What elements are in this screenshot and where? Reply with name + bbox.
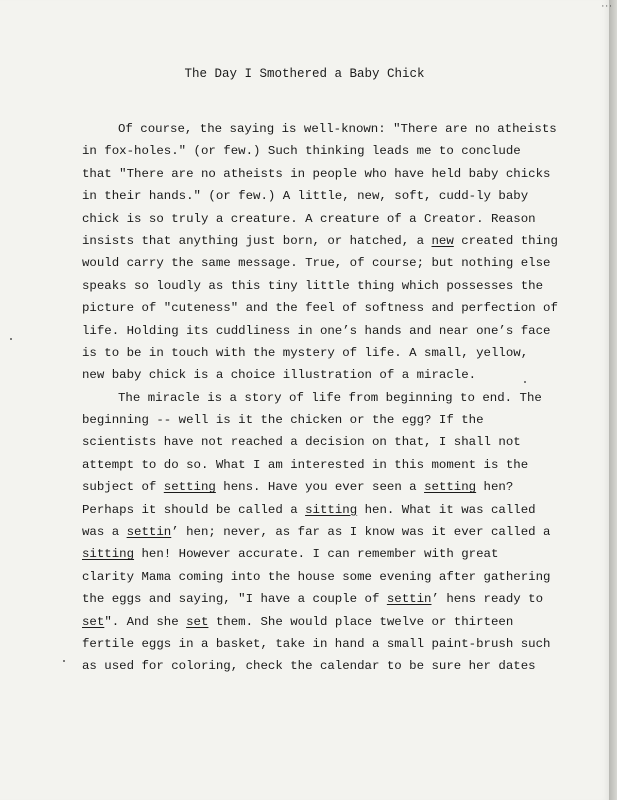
- text-segment: insists that anything just born, or hatched, a: [82, 233, 432, 248]
- text-line: [82, 342, 562, 364]
- text-line: [82, 387, 562, 409]
- text-segment: as used for coloring, check the calendar to be sure her dates: [82, 659, 536, 674]
- underlined-word: sitting: [305, 502, 358, 517]
- text-segment: the eggs and saying, "I have a couple of: [82, 592, 387, 607]
- underlined-word: sitting: [82, 547, 135, 562]
- document-body: [82, 118, 562, 678]
- text-line: [82, 588, 562, 610]
- text-line: [82, 364, 562, 386]
- text-segment: ’ hens ready to: [431, 592, 544, 607]
- text-segment: Of course, the saying is well-known: "There are no atheists: [118, 122, 557, 136]
- paper-speck: [10, 338, 12, 340]
- document-title: The Day I Smothered a Baby Chick: [184, 67, 425, 81]
- text-segment: subject of: [82, 480, 164, 495]
- text-segment: hen. What it was called: [357, 502, 536, 517]
- paper-speck: [524, 381, 526, 383]
- underlined-word: settin: [386, 592, 432, 607]
- text-line: [82, 230, 562, 252]
- text-line: [82, 208, 562, 230]
- text-segment: would carry the same message. True, of course; but nothing else: [82, 256, 551, 271]
- text-segment: new baby chick is a choice illustration of a miracle.: [82, 368, 477, 383]
- text-segment: picture of "cuteness" and the feel of softness and perfection of: [82, 301, 558, 316]
- text-line: [82, 140, 562, 162]
- text-segment: ". And she: [104, 614, 187, 629]
- text-line: [82, 454, 562, 476]
- text-segment: speaks so loudly as this tiny little thing which possesses the: [82, 278, 544, 293]
- text-segment: beginning -- well is it the chicken or the egg? If the: [82, 413, 484, 428]
- text-line: [82, 320, 562, 342]
- text-segment: Perhaps it should be called a: [82, 502, 306, 517]
- text-line: [82, 431, 562, 453]
- text-segment: hen?: [476, 480, 514, 495]
- text-segment: The miracle is a story of life from beginning to end. The: [118, 390, 542, 405]
- text-segment: hen! However accurate. I can remember with great: [134, 547, 499, 562]
- text-segment: that "There are no atheists in people who have held baby chicks: [82, 166, 551, 181]
- text-line: [82, 543, 562, 565]
- underlined-word: setting: [424, 480, 477, 495]
- text-line: [82, 611, 562, 633]
- text-segment: clarity Mama coming into the house some evening after gathering: [82, 569, 551, 584]
- paragraph: [82, 387, 562, 678]
- underlined-word: setting: [163, 480, 216, 495]
- text-line: [82, 275, 562, 297]
- text-line: [82, 118, 562, 140]
- text-line: [82, 655, 562, 677]
- text-line: [82, 409, 562, 431]
- paper-speck: [63, 660, 65, 662]
- text-segment: in fox-holes." (or few.) Such thinking leads me to conclude: [82, 144, 521, 159]
- text-line: [82, 252, 562, 274]
- page-edge: [609, 0, 617, 800]
- text-line: [82, 163, 562, 185]
- text-segment: fertile eggs in a basket, take in hand a small paint-brush such: [82, 636, 551, 651]
- text-segment: ’ hen; never, as far as I know was it ever called a: [171, 525, 551, 540]
- underlined-word: set: [82, 614, 105, 629]
- text-segment: attempt to do so. What I am interested in this moment is the: [82, 457, 529, 472]
- underlined-word: settin: [126, 525, 172, 540]
- text-line: [82, 566, 562, 588]
- underlined-word: new: [431, 233, 454, 248]
- underlined-word: set: [186, 614, 209, 629]
- corner-mark: ···: [601, 2, 613, 12]
- text-segment: created thing: [453, 233, 558, 248]
- text-line: [82, 633, 562, 655]
- text-segment: hens. Have you ever seen a: [215, 480, 425, 495]
- text-segment: life. Holding its cuddliness in one’s hands and near one’s face: [82, 323, 551, 338]
- paragraph: [82, 118, 562, 387]
- text-line: [82, 521, 562, 543]
- text-line: [82, 499, 562, 521]
- text-segment: chick is so truly a creature. A creature of a Creator. Reason: [82, 211, 536, 226]
- text-segment: them. She would place twelve or thirteen: [208, 614, 514, 629]
- text-line: [82, 185, 562, 207]
- text-segment: is to be in touch with the mystery of life. A small, yellow,: [82, 345, 529, 360]
- text-line: [82, 297, 562, 319]
- text-segment: in their hands." (or few.) A little, new, soft, cudd-ly baby: [82, 189, 529, 204]
- text-segment: scientists have not reached a decision on that, I shall not: [82, 435, 521, 450]
- text-segment: was a: [82, 525, 127, 540]
- text-line: [82, 476, 562, 498]
